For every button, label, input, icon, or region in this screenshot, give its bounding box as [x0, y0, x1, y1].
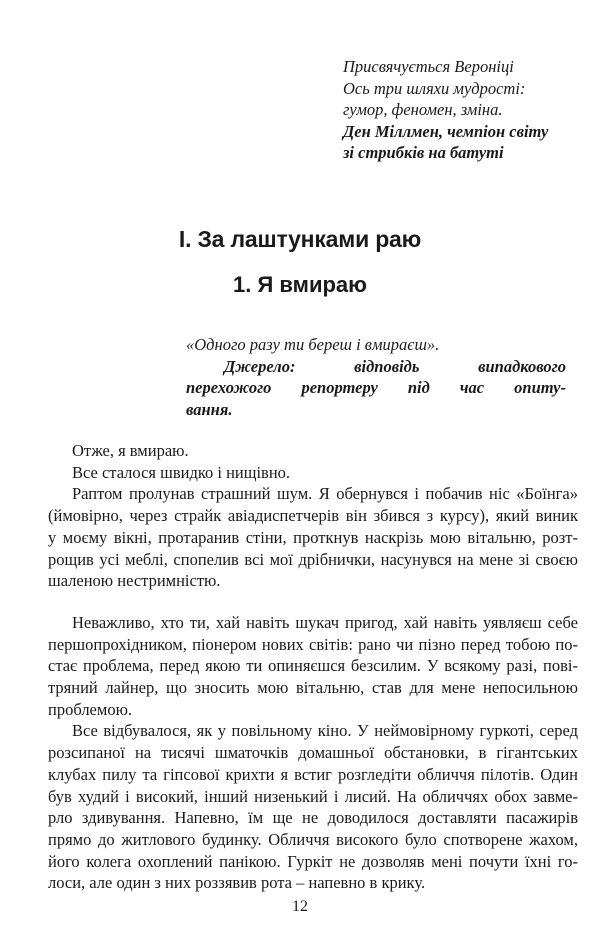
- text-line: стає проблема, перед якою ти опиняєшся безсилим. У всякому разі, пові-: [48, 656, 578, 676]
- chapter-title: 1. Я вмираю: [233, 272, 367, 297]
- text-line: прямо до житлового будинку. Обличчя високого було спотворене жахом,: [48, 829, 578, 849]
- epigraph: [186, 334, 566, 420]
- page-number: 12: [292, 898, 308, 915]
- paragraph: [48, 612, 578, 721]
- paragraph: [48, 483, 578, 592]
- text-line: рло здивування. Напевно, їм ще не доводилося доставляти пасажирів: [48, 808, 578, 828]
- dedication-line: Ось три шляхи мудрості:: [343, 78, 526, 98]
- dedication-author: Ден Міллмен, чемпіон світу: [343, 121, 549, 141]
- dedication-author-title: зі стрибків на батуті: [343, 143, 504, 162]
- text-line: першопрохідником, піонером нових світів: рано чи пізно перед тобою по-: [48, 634, 578, 654]
- text-line: тряний лайнер, що зносить мою вітальню, став для мене непосильною: [48, 678, 578, 698]
- epigraph-quote: «Одного разу ти береш і вмираєш».: [186, 335, 440, 354]
- dedication-line: Присвячується Вероніці: [343, 57, 514, 76]
- text-line: його колега охоплений панікою. Гуркіт не дозволяв мені почути їхні го-: [48, 851, 578, 871]
- dedication-block: [343, 56, 588, 164]
- text-line: Все відбувалося, як у повільному кіно. У неймовірному гуркоті, серед: [72, 721, 578, 741]
- text-line: Неважливо, хто ти, хай навіть шукач пригод, хай навіть уявляєш себе: [72, 612, 578, 632]
- body-text: [48, 440, 578, 894]
- text-line: Отже, я вмираю.: [72, 441, 189, 460]
- text-line: проблемою.: [48, 699, 133, 719]
- paragraph: [48, 440, 578, 462]
- part-title: I. За лаштунками раю: [178, 226, 422, 252]
- epigraph-source: [186, 356, 566, 421]
- epigraph-source-line: Джерело: відповідь випадкового: [224, 356, 566, 376]
- text-line: Раптом пролунав страшний шум. Я обернувся і побачив ніс «Боїнга»: [72, 484, 578, 504]
- text-line: лоси, але один з них роззявив рота – напевно в крику.: [48, 873, 426, 893]
- paragraph: [48, 720, 578, 894]
- dedication-line: гумор, феномен, зміна.: [343, 100, 503, 119]
- text-line: був худий і високий, інший низенький і лисий. На обличчях обох завме-: [48, 786, 578, 806]
- epigraph-source-line: вання.: [186, 399, 233, 419]
- paragraph: [48, 462, 578, 484]
- text-line: розсипаної на тисячі шматочків домашньої обстановки, в гігантських: [48, 743, 578, 763]
- text-line: (ймовірно, через страйк авіадиспетчерів він збився з курсу), який виник: [48, 506, 578, 526]
- text-line: рощив усі меблі, спопелив всі мої дрібнички, насунувся на мене зі своєю: [48, 549, 578, 569]
- text-line: Все сталося швидко і нищівно.: [72, 462, 291, 482]
- text-line: у моєму вікні, протаранив стіни, проткнув наскрізь мою вітальню, розт-: [48, 527, 578, 547]
- text-line: шаленою нестримністю.: [48, 571, 221, 591]
- paragraph-gap: [48, 592, 578, 612]
- epigraph-source-line: перехожого репортеру під час опиту-: [186, 378, 566, 397]
- text-line: клубах пилу та гіпсової крихти я встиг розгледіти обличчя пілотів. Один: [48, 764, 578, 784]
